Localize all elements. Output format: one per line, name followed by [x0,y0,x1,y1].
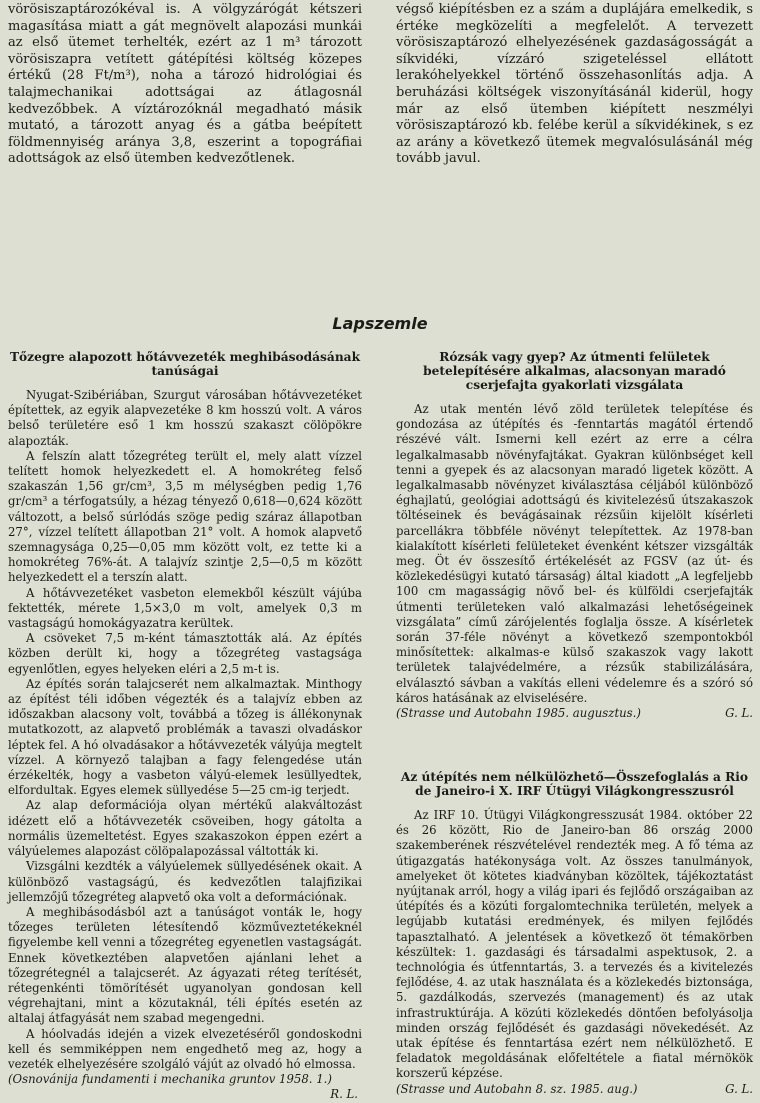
article-source [8,1072,362,1102]
article-source [396,1082,753,1097]
article-irf-congress [396,770,753,1097]
article-source [396,706,753,721]
paragraph: Nyugat-Szibériában, Szurgut városában hőtávvezetéket építettek, az egyik alapvezetéke 8 km hosszú volt. A város belső területére eső 1 km hosszú szakaszt cölöpökre alapozták. [8,388,362,448]
article-title: Rózsák vagy gyep? Az útmenti felületek betelepítésére alkalmas, alacsonyan maradó cserjefajta gyakorlati vizsgálata [423,350,726,392]
article-title: Tőzegre alapozott hőtávvezeték meghibásodásának tanúságai [9,350,361,378]
paragraph: A felszín alatt tőzegréteg terült el, mely alatt vízzel telített homok helyezkedett el. A homokréteg felső szakaszán 1,56 gr/cm³, 3,5 m mélységben pedig 1,76 gr/cm³ a térfogatsúly, a hézag tényező 0,618—0,624 között változott, a belső súrlódás szöge pedig száraz állapotban 27°, vízzel telített állapotban 21° volt. A homok alapvető szemnagysága 0,25—0,05 mm között volt, ez tette ki a homokréteg 76%-át. A talajvíz szintje 2,5—0,5 m között helyezkedett el a terszín alatt. [8,448,362,585]
author-initials: R. L. [330,1087,358,1102]
paragraph: végső kiépítésben ez a szám a duplájára emelkedik, s értéke megközelíti a megfelelőt. A tervezett vörösiszaptározó elhelyezésének gazdaságosságát a síkvidéki, vízzáró szigeteléssel ellátott lerakóhelyekkel történő összehasonlítás adja. A beruházási költségek viszonyításánál kiderül, hogy már az első ütemben kiépített neszmélyi vörösiszaptározó kb. felébe kerül a síkvidékinek, s ez az arány a következő ütemek megvalósulásánál még tovább javul. [396,2,753,167]
paragraph: Az építés során talajcserét nem alkalmaztak. Minthogy az építést téli időben végezték és a talajvíz ebben az időszakban alacsony volt, továbbá a tőzeg is állékonynak mutatkozott, az alapvető problémák a tavaszi olvadáskor léptek fel. A hó olvadásakor a hőtávvezeték vályúja megtelt vízzel. A környező talajban a fagy felengedése után érzékelték, hogy a vasbeton vályú-elemek lesüllyedtek, elfordultak. Egyes elemek süllyedése 5—25 cm-ig terjedt. [8,676,362,798]
paragraph: A csöveket 7,5 m-ként támasztották alá. Az építés közben derült ki, hogy a tőzegréteg vastagsága egyenlőtlen, egyes helyeken eléri a 2,5 m-t is. [8,631,362,676]
article-roses-or-lawn [396,350,753,721]
paragraph: Az utak mentén lévő zöld területek telepítése és gondozása az útépítés és -fenntartás magától értendő részévé vált. Ismerni kell ezért az erre a célra legalkalmasabb növényfajtákat. Gyakran különbséget kell tenni a gyepek és az alacsonyan maradó ligetek között. A legalkalmasabb növényzet kiválasztása céljából különböző éghajlatú, geológiai adottságú és kivitelezésű útszakaszok töltéseinek és bevágásainak rézsűin kijelölt kísérleti parcellákra többféle növényt telepítettek. Az 1978-ban kialakított kísérleti felületeket évenként kétszer vizsgálták meg. Öt év összesítő értékelését az FGSV (az út- és közlekedésügyi kutató társaság) által kiadott „A legfeljebb 100 cm magasságig növő bel- és külföldi cserjefajták útmenti területeken való alkalmazási lehetőségeinek vizsgálata” című zárójelentés foglalja össze. A kísérletek során 37-féle növényt a következő szempontokból minősítettek: alkalmas-e külső szakaszok vagy lakott területek talajvédelmére, a rézsűk stabilizálására, elválasztó sávban a vakítás elleni védelemre és a szóró só káros hatásának az elviselésére. [396,402,753,705]
author-initials: G. L. [725,1081,753,1096]
author-initials: G. L. [725,706,753,721]
paragraph: A hóolvadás idején a vizek elvezetéséről gondoskodni kell és semmiképpen nem engedhető meg az, hogy a vezeték elhelyezésére szolgáló vájút az olvadó hó elmossa. [8,1026,362,1071]
paragraph: vörösiszaptározókéval is. A völgyzárógát kétszeri magasítása miatt a gát megnövelt alapozási munkái az első ütemet terhelték, ezért az 1 m³ tározott vörösiszapra vetített gátépítési költség közepes értékű (28 Ft/m³), noha a tározó hidrológiai és talajmechanikai adottságai az átlagosnál kedvezőbbek. A víztározóknál megadható másik mutató, a tározott anyag és a gátba beépített földmennyiség aránya 3,8, eszerint a topográfiai adottságok az első ütemben kedvezőtlenek. [8,2,362,167]
continued-text-right [396,2,753,168]
paragraph: Vizsgálni kezdték a vályúelemek süllyedésének okait. A különböző vastagságú, és kedvezőtlen talajfizikai jellemzőjű tőzegréteg alapvető oka volt a deformációnak. [8,859,362,904]
source-citation: (Osnovánija fundamenti i mechanika gruntov 1958. 1.) [8,1072,332,1087]
source-citation: (Strasse und Autobahn 8. sz. 1985. aug.) [396,1081,638,1096]
source-citation: (Strasse und Autobahn 1985. augusztus.) [396,706,641,721]
paragraph: A meghibásodásból azt a tanúságot vonták le, hogy tőzeges területen létesítendő közműveztetékeknél figyelembe kell venni a tőzegréteg egyenetlen vastagságát. Ennek következtében alapvetően ajánlani lehet a tőzegrétegnél a talajcserét. Az ágyazati réteg terítését, rétegenkénti tömörítését ugyanolyan gondosan kell végrehajtani, mint a közutaknál, téli építés esetén az altalaj átfagyását nem szabad megengedni. [8,904,362,1026]
section-title: Lapszemle [332,314,428,333]
article-hot-pipeline [8,350,362,1103]
paragraph: A hőtávvezetéket vasbeton elemekből készült vájúba fektették, mérete 1,5×3,0 m volt, amelyek 0,3 m vastagságú homokágyazatra kerültek. [8,585,362,631]
paragraph: Az alap deformációja olyan mértékű alakváltozást idézett elő a hőtávvezeték csöveiben, hogy gátolta a normális üzemeltetést. Egyes szakaszokon éppen ezért a vályúelemes alapozást cölöpalapozással váltották ki. [8,798,362,859]
paragraph: Az IRF 10. Útügyi Világkongresszusát 1984. október 22 és 26 között, Rio de Janeiro-ban 86 ország 2000 szakemberének részvételével rendezték meg. A fő téma az útigazgatás hatékonysága volt. Az összes tanulmányok, amelyeket öt kötetes kiadványban közöltek, tájékoztatást nyújtanak arról, hogy a világ ipari és fejlődő országaiban az útépítés és a közúti forgalomtechnika területén, melyek a legújabb kutatási eredmények, és milyen fejlődés tapasztalható. A jelentések a következő öt témakörben készültek: 1. gazdasági és társadalmi aspektusok, 2. a technológia és útfenntartás, 3. a tervezés és a kivitelezés fejlődése, 4. az utak használata és a közlekedés biztonsága, 5. gazdálkodás, szervezés (management) és az utak infrastruktúrája. A közúti közlekedés döntően befolyásolja minden ország fejlődését és gazdasági növekedését. Az utak építése és fenntartása ezért nem nélkülözhető. E feladatok megoldásának előfeltétele a fiatal mérnökök korszerű képzése. [396,808,753,1081]
article-title: Az útépítés nem nélkülözhető—Összefoglalás a Rio de Janeiro-i X. IRF Útügyi Világkongresszusról [400,770,749,798]
continued-text-left [8,2,362,168]
